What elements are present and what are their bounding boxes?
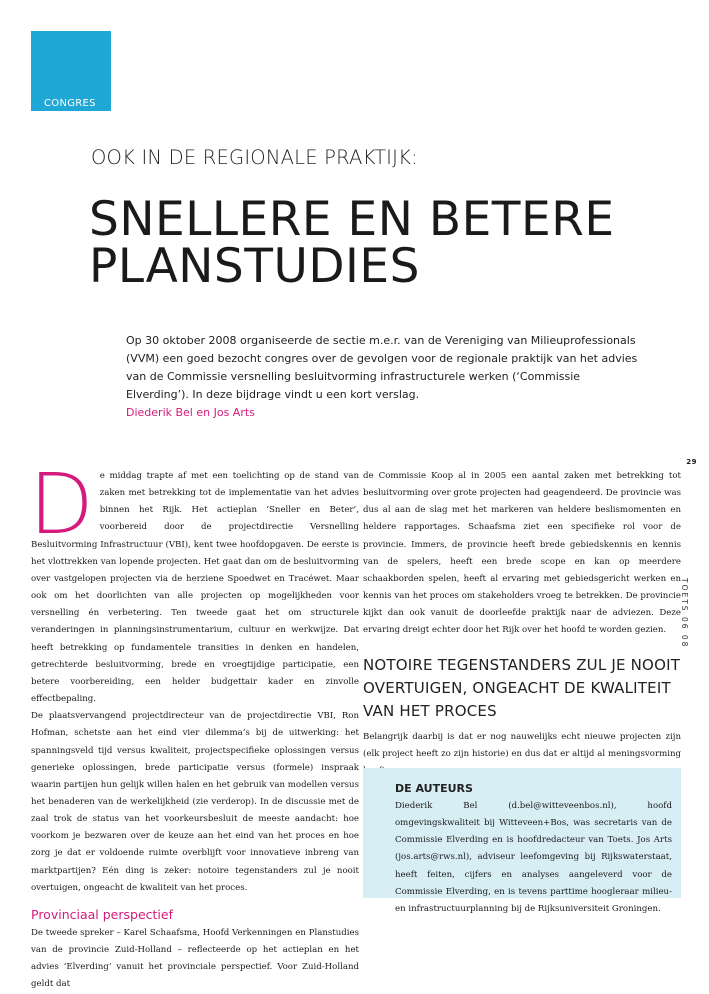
paragraph: Belangrijk daarbij is dat er nog nauwelijks echt nieuwe projecten zijn (elk project heeft zo zijn historie) en dus dat er altijd al meningsvorming [363, 731, 681, 759]
intro-authors: Diederik Bel en Jos Arts [126, 406, 255, 419]
section-tag-label: CONGRES [44, 98, 96, 109]
paragraph [29, 455, 359, 708]
intro-text: Op 30 oktober 2008 organiseerde de sectie m.e.r. van de Vereniging van Milieuprofessionals (VVM) een goed bezocht congres over de gevolgen voor de regionale praktijk van het advies van de Commissie versnelling besluitvorming infrastructurele werken (‘Commissie Elverding’). In deze bijdrage vindt u een kort verslag. [126, 334, 638, 401]
body-column-2 [363, 468, 681, 780]
pull-quote: NOTOIRE TEGENSTANDERS ZUL JE NOOIT OVERTUIGEN, ONGEACHT DE KWALITEIT VAN HET PROCES [363, 655, 681, 720]
title-line-1: SNELLERE EN BETERE [89, 192, 615, 247]
running-footer: TOETS 06 08 [680, 578, 689, 649]
authors-box-heading: DE AUTEURS [395, 782, 473, 795]
article-intro [126, 332, 646, 422]
authors-box [363, 768, 681, 914]
paragraph-text: e middag trapte af met een toelichting op de stand van zaken met betrekking tot de implementatie van het advies binnen het Rijk. Het actieplan ‘Sneller en Beter’, voorbereid door de projectdirectie Versnelling Besluitvorming Infrastructuur (VBI), kent twee hoofdopgaven. De eerste is het vlottrekken van lopende projecten. Het gaat dan om de besluitvorming over vastgelopen projecten via de herziene Spoedwet en Tracéwet. Maar ook om het doorlichten van alle projecten op mogelijkheden voor versnelling én verbetering. Ten tweede gaat het om structurele veranderingen in planningsinstrumentarium, cultuur en werkwijze. Dat heeft betrekking op fundamentele transities in denken en handelen, getrechterde besluitvorming, brede en vroegtijdige participatie, een betere voorbereiding, een helder budgettair kader en zinvolle effectbepaling. [31, 471, 359, 705]
body-column-1 [29, 455, 359, 994]
subheading: Provinciaal perspectief [31, 906, 173, 922]
article-kicker: OOK IN DE REGIONALE PRAKTIJK: [91, 146, 418, 169]
paragraph: De plaatsvervangend projectdirecteur van de projectdirectie VBI, Ron Hofman, schetste aan het eind vier dilemma’s bij de uitwerking: het spanningsveld tijd versus kwaliteit, projectspecifieke oplossingen versus generieke oplossingen, brede participatie versus (formele) inspraak waarin partijen hun gelijk willen halen en het gebruik van modellen versus het benaderen van de werkelijkheid (zie verderop). In de discussie met de zaal trok de status van het voorkeursbesluit de meeste aandacht: hoe voorkom je bezwaren over de keuze aan het eind van het proces en hoe zorg je dat er voldoende ruimte overblijft voor innovatieve inbreng van marktpartijen? Eén ding is zeker: notoire tegenstanders zul je nooit overtuigen, ongeacht de kwaliteit van het proces. [31, 711, 359, 893]
title-line-2: PLANSTUDIES [89, 239, 420, 294]
paragraph: de Commissie Koop al in 2005 een aantal zaken met betrekking tot besluitvorming over grote projecten had geagendeerd. De provincie was dus al aan de slag met het markeren van heldere beslismomenten en heldere rapportages. Schaafsma ziet een specifieke rol voor de provincie. Immers, de provincie heeft brede gebiedskennis en kennis van de spelers, heeft een brede scope en kan op meerdere schaakborden spelen, heeft al ervaring met gebiedsgericht werken en kennis van het proces om stakeholders vroeg te betrekken. De provincie kijkt dan ook vanuit de doorleefde praktijk naar de adviezen. Deze ervaring dreigt echter door het Rijk over het hoofd te worden gezien. [363, 471, 681, 636]
article-title [89, 192, 615, 294]
dropcap: D [29, 455, 94, 553]
section-tag [31, 31, 111, 111]
paragraph: De tweede spreker – Karel Schaafsma, Hoofd Verkenningen en Planstudies van de provincie Zuid-Holland – reflecteerde op het actieplan en het advies ‘Elverding’ vanuit het provinciale perspectief. Voor Zuid-Holland geldt dat [31, 927, 359, 990]
page-number: 29 [686, 458, 697, 466]
authors-box-text: Diederik Bel (d.bel@witteveenbos.nl), hoofd omgevingskwaliteit bij Witteveen+Bos, was secretaris van de Commissie Elverding en is hoofdredacteur van Toets. Jos Arts (jos.arts@rws.nl), adviseur leefomgeving bij Rijkswaterstaat, heeft feiten, cijfers en analyses aangeleverd voor de Commissie Elverding, en is tevens parttime hoogleraar milieu- en infrastructuurplanning bij de Rijksuniversiteit Groningen. [395, 801, 672, 914]
